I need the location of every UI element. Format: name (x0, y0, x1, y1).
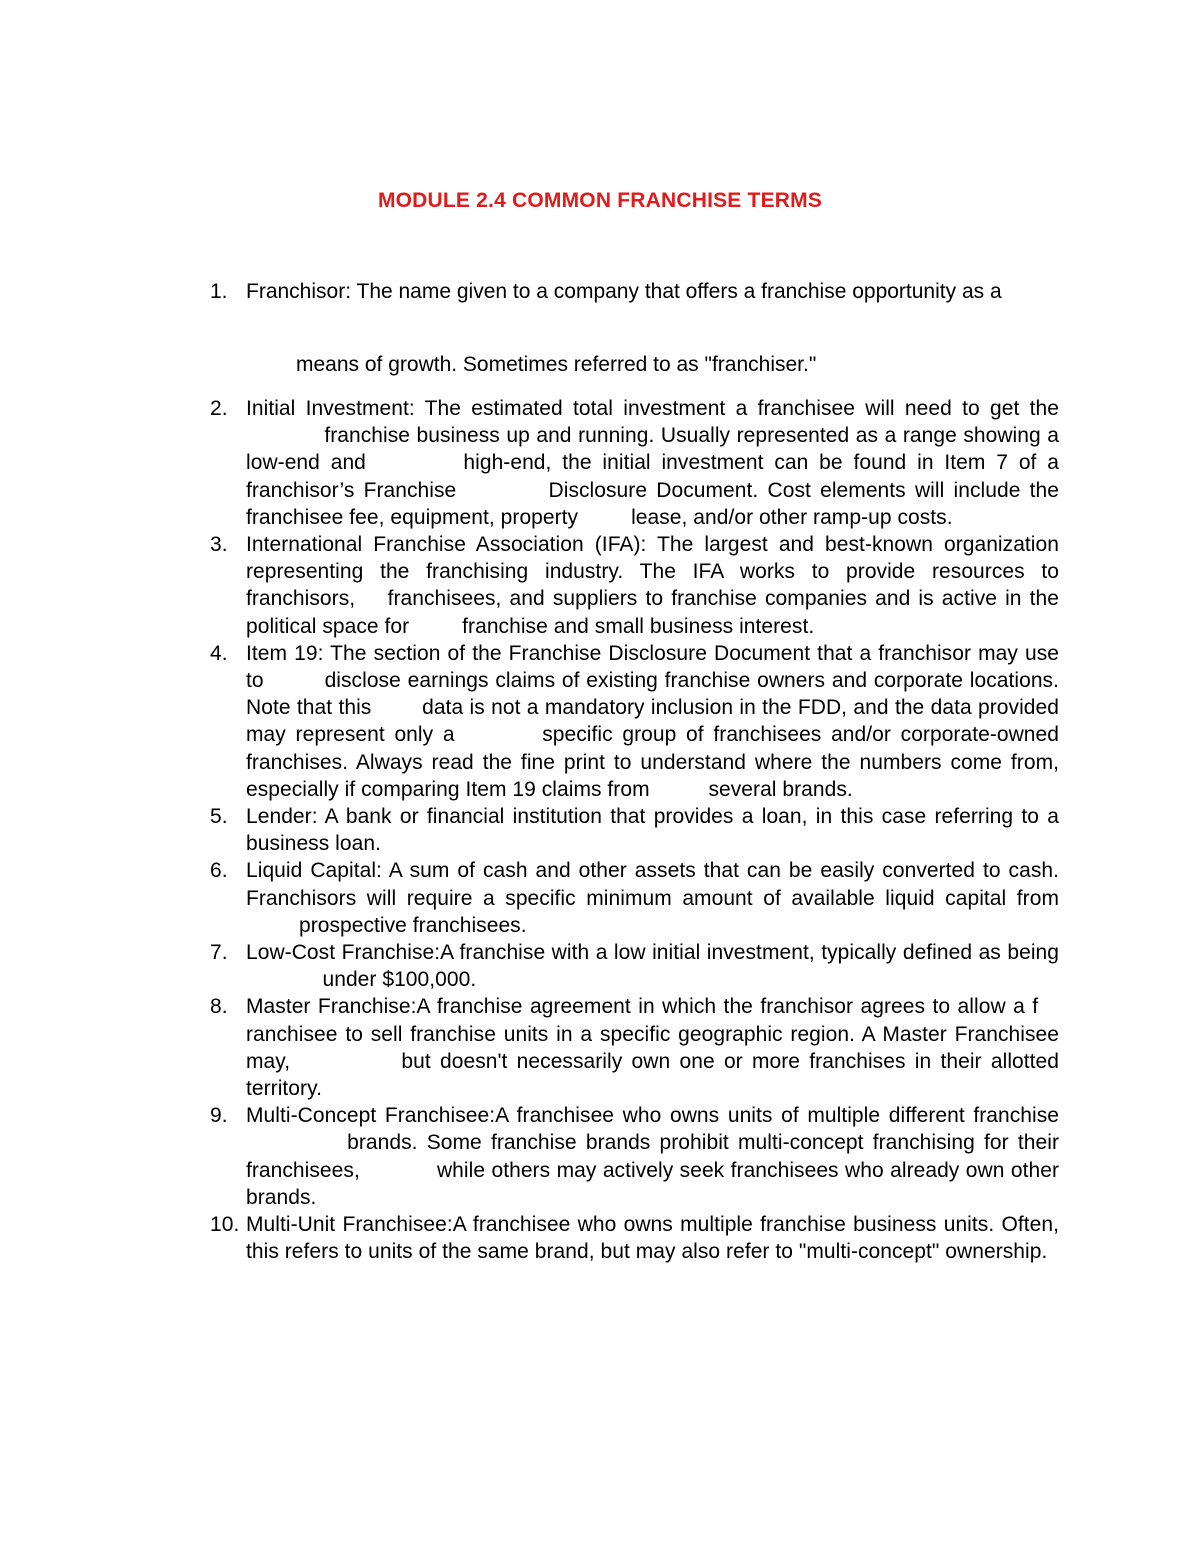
list-item-text: Master Franchise:A franchise agreement in which the franchisor agrees to allow a f ranchisee to sell franchise units in a specific geographic region. A Master Franchisee may, but doesn't necessarily own one or more franchises in their allotted territory. (246, 995, 1059, 1101)
list-item-text: Lender: A bank or financial institution that provides a loan, in this case referring to a business loan. (246, 805, 1059, 856)
list-item-number: 6. (210, 859, 228, 883)
list-item-text: Liquid Capital: A sum of cash and other assets that can be easily converted to cash. Franchisors will require a specific minimum amount of available liquid capital from prospective franchisees. (246, 859, 1059, 937)
list-item-3 (210, 531, 1059, 640)
list-item-text: Multi-Concept Franchisee:A franchisee who owns units of multiple different franchise brands. Some franchise brands prohibit multi-concept franchising for their franchisees, while others may actively seek franchisees who already own other brands. (246, 1104, 1059, 1209)
list-item-text: Item 19: The section of the Franchise Disclosure Document that a franchisor may use to disclose earnings claims of existing franchise owners and corporate locations. Note that this data is not a mandatory inclusion in the FDD, and the data provided may represent only a specific group of franchisees and/or corporate-owned franchises. Always read the fine print to understand where the numbers come from, especially if comparing Item 19 claims from several brands. (246, 641, 1059, 801)
list-item-text: Multi-Unit Franchisee:A franchisee who owns multiple franchise business units. Often, this refers to units of the same brand, but may also refer to "multi-concept" ownership. (246, 1213, 1059, 1264)
list-item-number: 9. (210, 1104, 228, 1128)
page-title: MODULE 2.4 COMMON FRANCHISE TERMS (377, 189, 823, 212)
list-item-5 (210, 803, 1059, 857)
list-item-text: Low-Cost Franchise:A franchise with a low initial investment, typically defined as being under $100,000. (246, 941, 1059, 992)
list-item-text: Franchisor: The name given to a company that offers a franchise opportunity as a (246, 280, 1002, 303)
list-item-6 (210, 857, 1059, 939)
list-item-number: 1. (210, 280, 228, 303)
list-item-9 (210, 1102, 1059, 1211)
list-item-number: 10. (210, 1213, 240, 1237)
list-item-10 (210, 1211, 1059, 1265)
list-item-2 (210, 395, 1059, 531)
list-item-7 (210, 939, 1059, 993)
list-item-1-continuation: means of growth. Sometimes referred to as "franchiser." (296, 353, 817, 376)
list-item-number: 3. (210, 533, 228, 557)
terms-list (210, 395, 1059, 1266)
list-item-1 (210, 278, 1070, 305)
list-item-number: 5. (210, 805, 228, 829)
list-item-4 (210, 640, 1059, 803)
list-item-text: Initial Investment: The estimated total investment a franchisee will need to get the franchise business up and running. Usually represented as a range showing a low-end and high-end, the initial investment can be found in Item 7 of a franchisor’s Franchise Disclosure Document. Cost elements will include the franchisee fee, equipment, property lease, and/or other ramp-up costs. (246, 397, 1059, 529)
list-item-number: 2. (210, 397, 228, 420)
list-item-number: 7. (210, 941, 228, 965)
list-item-8 (210, 993, 1059, 1102)
list-item-number: 4. (210, 641, 228, 665)
list-item-text: International Franchise Association (IFA): The largest and best-known organization representing the franchising industry. The IFA works to provide resources to franchisors, franchisees, and suppliers to franchise companies and is active in the political space for franchise and small business interest. (246, 533, 1059, 638)
list-item-number: 8. (210, 995, 228, 1019)
